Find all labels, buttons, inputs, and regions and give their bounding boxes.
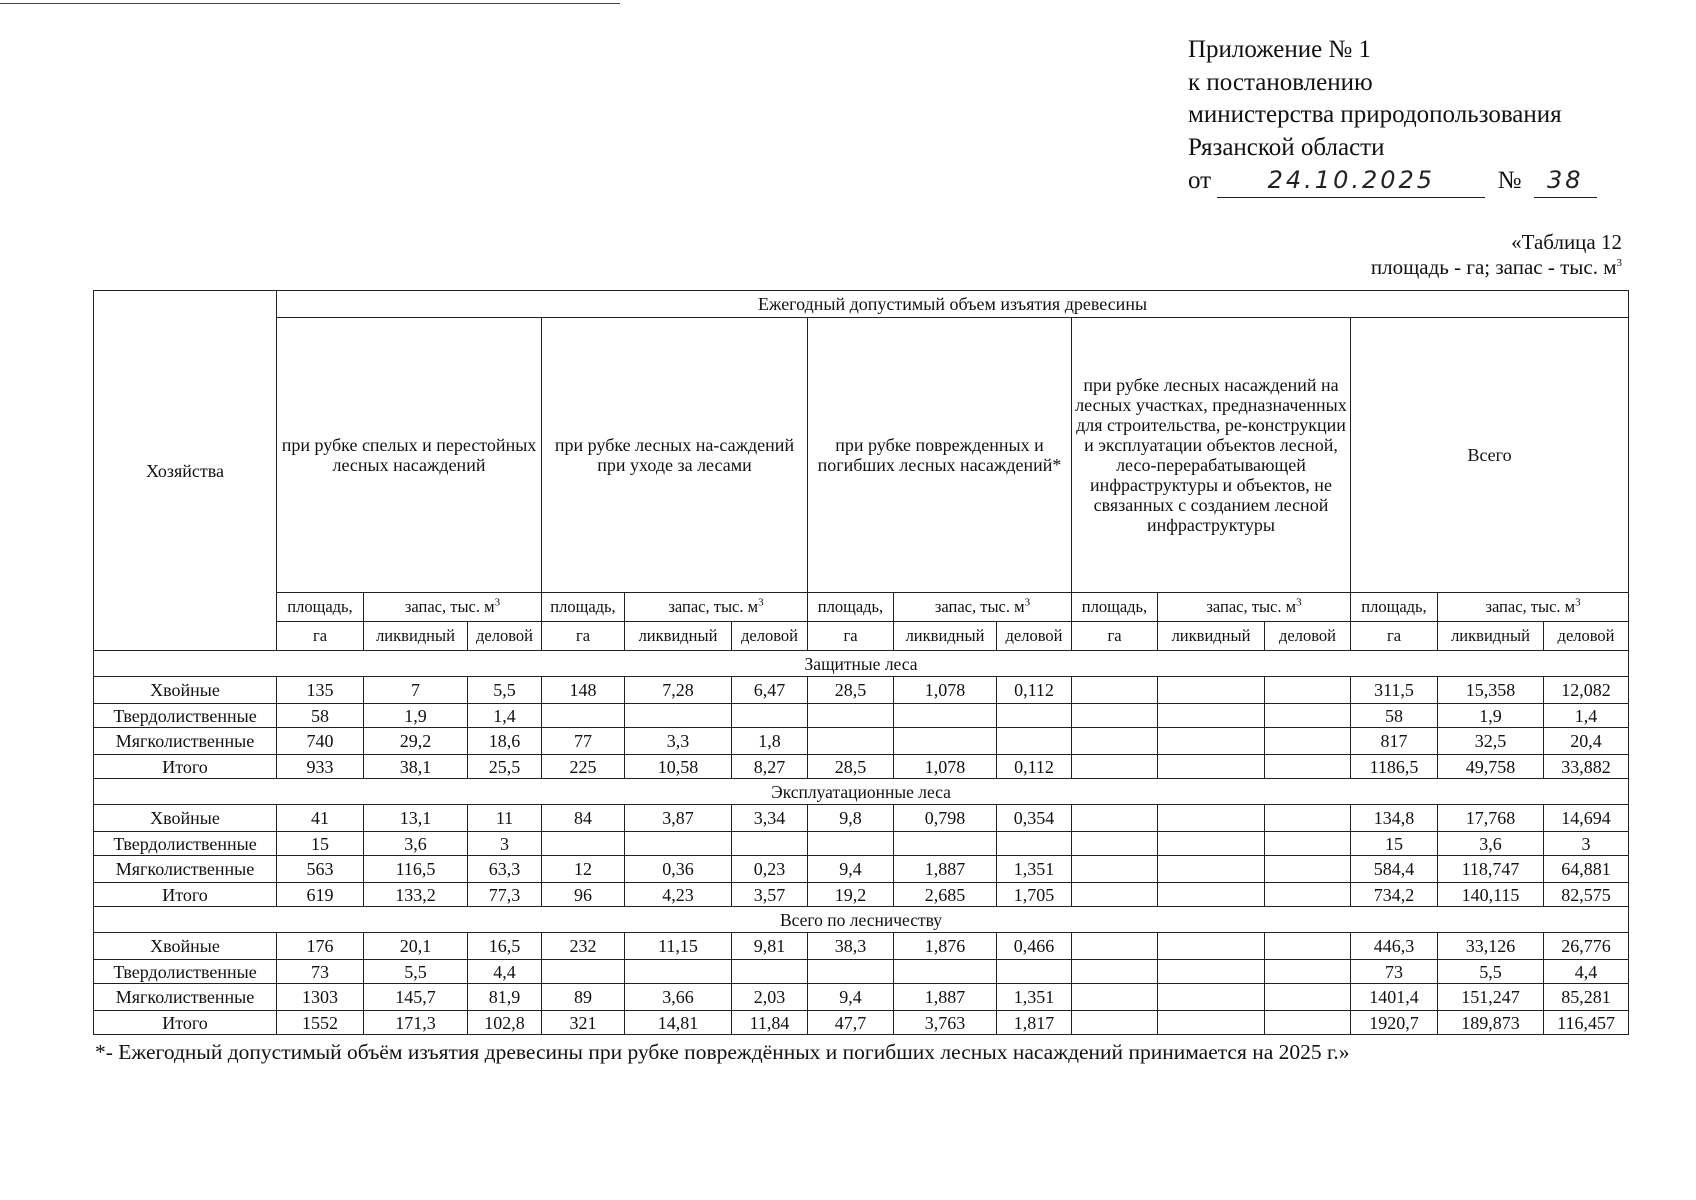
subheader-liquid: ликвидный [364, 622, 468, 651]
table-cell [894, 704, 997, 728]
group-header-thinning: при рубке лесных на-саждений при уходе за лесами [542, 318, 808, 593]
table-cell: 151,247 [1438, 984, 1544, 1011]
table-cell: 0,466 [997, 933, 1072, 960]
subheader-area: площадь, [1072, 593, 1158, 622]
table-cell: 84 [542, 805, 625, 832]
table-cell: 12 [542, 856, 625, 883]
table-cell: 189,873 [1438, 1011, 1544, 1035]
table-cell [1158, 704, 1265, 728]
row-name: Итого [94, 1011, 277, 1035]
table-cell [1158, 832, 1265, 856]
row-name: Хвойные [94, 933, 277, 960]
table-cell: 4,23 [625, 883, 732, 907]
units-superscript: 3 [1616, 257, 1622, 269]
table-cell: 96 [542, 883, 625, 907]
subheader-area-unit: га [542, 622, 625, 651]
table-cell: 145,7 [364, 984, 468, 1011]
table-cell [1265, 856, 1351, 883]
table-cell: 1,4 [1544, 704, 1629, 728]
subheader-stock-text: запас, тыс. м [1485, 597, 1576, 616]
subheader-business: деловой [1265, 622, 1351, 651]
table-cell [1265, 728, 1351, 755]
table-cell: 1,876 [894, 933, 997, 960]
header-line-region: Рязанской области [1188, 133, 1385, 161]
table-cell [1072, 704, 1158, 728]
table-units [1371, 255, 1622, 280]
table-cell [997, 704, 1072, 728]
group-header-mature: при рубке спелых и перестойных лесных насаждений [277, 318, 542, 593]
table-cell: 38,1 [364, 755, 468, 779]
table-cell: 0,354 [997, 805, 1072, 832]
table-cell [1265, 805, 1351, 832]
table-cell: 584,4 [1351, 856, 1438, 883]
table-cell [542, 832, 625, 856]
table-cell [808, 704, 894, 728]
table-cell: 13,1 [364, 805, 468, 832]
table-cell: 49,758 [1438, 755, 1544, 779]
table-cell [1072, 1011, 1158, 1035]
table-cell: 3,87 [625, 805, 732, 832]
table-cell [1158, 856, 1265, 883]
subheader-stock-text: запас, тыс. м [934, 597, 1025, 616]
table-cell [894, 832, 997, 856]
table-cell: 2,03 [732, 984, 808, 1011]
table-main-title: Ежегодный допустимый объем изъятия древесины [277, 291, 1629, 318]
subheader-stock-sup: 3 [1575, 596, 1581, 609]
table-cell: 6,47 [732, 677, 808, 704]
table-cell [1265, 984, 1351, 1011]
subheader-area: площадь, [808, 593, 894, 622]
subheader-area-unit: га [1072, 622, 1158, 651]
table-cell [1265, 832, 1351, 856]
table-cell: 7 [364, 677, 468, 704]
table-cell: 102,8 [468, 1011, 542, 1035]
table-cell [1072, 728, 1158, 755]
subheader-liquid: ликвидный [625, 622, 732, 651]
table-cell: 16,5 [468, 933, 542, 960]
table-cell [1072, 984, 1158, 1011]
subheader-liquid: ликвидный [1158, 622, 1265, 651]
table-cell: 25,5 [468, 755, 542, 779]
row-name: Хвойные [94, 677, 277, 704]
table-cell: 1,8 [732, 728, 808, 755]
table-cell [1158, 677, 1265, 704]
table-cell: 135 [277, 677, 364, 704]
table-cell: 9,81 [732, 933, 808, 960]
table-cell: 1,887 [894, 984, 997, 1011]
subheader-stock-sup: 3 [1296, 596, 1302, 609]
table-cell: 133,2 [364, 883, 468, 907]
table-cell: 817 [1351, 728, 1438, 755]
table-row [94, 805, 1629, 832]
table-cell: 1,078 [894, 755, 997, 779]
table-cell: 9,8 [808, 805, 894, 832]
table-cell: 15 [277, 832, 364, 856]
table-cell: 3,57 [732, 883, 808, 907]
table-cell: 14,81 [625, 1011, 732, 1035]
table-cell: 311,5 [1351, 677, 1438, 704]
date-prefix: от [1188, 167, 1212, 194]
table-cell: 3,763 [894, 1011, 997, 1035]
table-cell [1072, 960, 1158, 984]
table-cell [1265, 933, 1351, 960]
table-cell: 82,575 [1544, 883, 1629, 907]
header-line-ministry: министерства природопользования [1188, 101, 1562, 128]
table-cell [894, 728, 997, 755]
table-cell: 1,351 [997, 856, 1072, 883]
table-cell: 38,3 [808, 933, 894, 960]
table-cell: 20,4 [1544, 728, 1629, 755]
header-date-number-line [1188, 164, 1597, 198]
table-cell: 1401,4 [1351, 984, 1438, 1011]
subheader-stock-sup: 3 [758, 596, 764, 609]
section-title: Эксплуатационные леса [94, 779, 1629, 805]
subheader-business: деловой [1544, 622, 1629, 651]
table-cell: 58 [1351, 704, 1438, 728]
table-cell: 232 [542, 933, 625, 960]
table-row [94, 984, 1629, 1011]
units-text: площадь - га; запас - тыс. м [1370, 255, 1617, 279]
column-header-owner: Хозяйства [94, 291, 277, 651]
table-cell [1072, 677, 1158, 704]
table-cell [1158, 984, 1265, 1011]
table-cell: 734,2 [1351, 883, 1438, 907]
table-cell: 89 [542, 984, 625, 1011]
table-cell: 28,5 [808, 755, 894, 779]
table-cell: 116,5 [364, 856, 468, 883]
table-cell: 3 [468, 832, 542, 856]
table-cell: 58 [277, 704, 364, 728]
subheader-area-unit: га [1351, 622, 1438, 651]
number-prefix: № [1497, 167, 1522, 194]
table-cell: 73 [1351, 960, 1438, 984]
table-cell [542, 704, 625, 728]
table-cell: 3,34 [732, 805, 808, 832]
table-cell: 3,6 [364, 832, 468, 856]
table-cell [1072, 856, 1158, 883]
row-name: Итого [94, 755, 277, 779]
table-cell: 10,58 [625, 755, 732, 779]
table-cell [1158, 883, 1265, 907]
table-title: «Таблица 12 [1511, 230, 1622, 254]
table-cell: 15,358 [1438, 677, 1544, 704]
group-header-damaged: при рубке поврежденных и погибших лесных насаждений* [808, 318, 1072, 593]
table-cell [894, 960, 997, 984]
table-cell [1265, 883, 1351, 907]
table-cell: 1920,7 [1351, 1011, 1438, 1035]
table-cell: 0,112 [997, 677, 1072, 704]
table-cell: 64,881 [1544, 856, 1629, 883]
table-cell [1158, 1011, 1265, 1035]
table-cell: 1,817 [997, 1011, 1072, 1035]
table-cell: 26,776 [1544, 933, 1629, 960]
table-cell: 4,4 [468, 960, 542, 984]
table-cell: 9,4 [808, 856, 894, 883]
table-cell: 1,887 [894, 856, 997, 883]
subheader-liquid: ликвидный [1438, 622, 1544, 651]
table-cell: 33,126 [1438, 933, 1544, 960]
table-cell: 77,3 [468, 883, 542, 907]
table-cell [1072, 883, 1158, 907]
table-cell: 1552 [277, 1011, 364, 1035]
table-cell [732, 704, 808, 728]
table-cell: 19,2 [808, 883, 894, 907]
table-cell: 321 [542, 1011, 625, 1035]
table-cell [1265, 704, 1351, 728]
subheader-stock [894, 593, 1072, 622]
row-name: Мягколиственные [94, 984, 277, 1011]
table-row [94, 677, 1629, 704]
subheader-stock [1438, 593, 1629, 622]
row-name: Мягколиственные [94, 856, 277, 883]
document-header [1188, 34, 1597, 198]
table-cell: 5,5 [1438, 960, 1544, 984]
table-cell: 1,351 [997, 984, 1072, 1011]
table-cell: 4,4 [1544, 960, 1629, 984]
table-cell: 1,9 [364, 704, 468, 728]
table-cell [808, 728, 894, 755]
table-cell [625, 960, 732, 984]
subheader-stock-text: запас, тыс. м [1206, 597, 1297, 616]
table-cell: 176 [277, 933, 364, 960]
table-cell: 32,5 [1438, 728, 1544, 755]
row-name: Мягколиственные [94, 728, 277, 755]
table-cell: 11 [468, 805, 542, 832]
subheader-stock-text: запас, тыс. м [668, 597, 759, 616]
table-cell: 1,4 [468, 704, 542, 728]
table-cell: 12,082 [1544, 677, 1629, 704]
table-cell: 11,84 [732, 1011, 808, 1035]
table-cell: 33,882 [1544, 755, 1629, 779]
subheader-stock [625, 593, 808, 622]
table-row [94, 960, 1629, 984]
subheader-area: площадь, [1351, 593, 1438, 622]
table-cell [1158, 933, 1265, 960]
row-name: Твердолиственные [94, 704, 277, 728]
subheader-area-unit: га [808, 622, 894, 651]
table-cell [1158, 728, 1265, 755]
table-cell: 740 [277, 728, 364, 755]
table-cell: 8,27 [732, 755, 808, 779]
subheader-business: деловой [997, 622, 1072, 651]
table-cell [1072, 933, 1158, 960]
row-name: Хвойные [94, 805, 277, 832]
table-cell [1265, 1011, 1351, 1035]
table-row [94, 856, 1629, 883]
table-cell [1265, 960, 1351, 984]
table-cell: 63,3 [468, 856, 542, 883]
section-row [94, 907, 1629, 933]
table-cell: 2,685 [894, 883, 997, 907]
table-cell: 118,747 [1438, 856, 1544, 883]
table-cell: 29,2 [364, 728, 468, 755]
section-title: Всего по лесничеству [94, 907, 1629, 933]
table-cell: 5,5 [468, 677, 542, 704]
table-row [94, 832, 1629, 856]
table-cell: 1303 [277, 984, 364, 1011]
table-row [94, 728, 1629, 755]
table-cell: 1,705 [997, 883, 1072, 907]
table-cell: 41 [277, 805, 364, 832]
table-cell [997, 832, 1072, 856]
table-cell [1158, 755, 1265, 779]
handwritten-number: 38 [1534, 164, 1597, 198]
table-cell: 171,3 [364, 1011, 468, 1035]
table-cell: 1,078 [894, 677, 997, 704]
table-cell: 85,281 [1544, 984, 1629, 1011]
table-cell: 28,5 [808, 677, 894, 704]
table-cell: 0,36 [625, 856, 732, 883]
table-cell [997, 728, 1072, 755]
row-name: Твердолиственные [94, 832, 277, 856]
section-title: Защитные леса [94, 651, 1629, 677]
table-cell: 134,8 [1351, 805, 1438, 832]
handwritten-date: 24.10.2025 [1217, 164, 1485, 198]
table-cell: 18,6 [468, 728, 542, 755]
table-cell: 148 [542, 677, 625, 704]
table-cell: 77 [542, 728, 625, 755]
table-cell: 3 [1544, 832, 1629, 856]
table-cell [1072, 805, 1158, 832]
table-cell [808, 960, 894, 984]
table-cell [1158, 960, 1265, 984]
table-cell: 3,3 [625, 728, 732, 755]
table-cell [732, 832, 808, 856]
table-cell [625, 704, 732, 728]
table-cell: 116,457 [1544, 1011, 1629, 1035]
timber-volume-table [93, 290, 1629, 1035]
table-caption [1371, 230, 1622, 280]
table-cell: 47,7 [808, 1011, 894, 1035]
subheader-liquid: ликвидный [894, 622, 997, 651]
table-row [94, 1011, 1629, 1035]
table-row [94, 704, 1629, 728]
table-cell [1072, 832, 1158, 856]
subheader-area: площадь, [277, 593, 364, 622]
table-cell [808, 832, 894, 856]
subheader-area: площадь, [542, 593, 625, 622]
top-rule [0, 3, 620, 4]
table-cell: 619 [277, 883, 364, 907]
table-cell: 15 [1351, 832, 1438, 856]
table-cell: 20,1 [364, 933, 468, 960]
section-row [94, 779, 1629, 805]
table-cell [1072, 755, 1158, 779]
section-row [94, 651, 1629, 677]
table-cell [1265, 755, 1351, 779]
subheader-business: деловой [468, 622, 542, 651]
table-cell: 1186,5 [1351, 755, 1438, 779]
table-cell [1265, 677, 1351, 704]
table-cell [1158, 805, 1265, 832]
table-cell: 563 [277, 856, 364, 883]
table-row [94, 883, 1629, 907]
table-cell: 933 [277, 755, 364, 779]
table-cell: 140,115 [1438, 883, 1544, 907]
group-header-construction: при рубке лесных насаждений на лесных участках, предназначенных для строительства, ре-конструкции и эксплуатации объектов лесной, лесо-перерабатывающей инфраструктуры и объектов, не связанных с созданием лесной инфраструктуры [1072, 318, 1351, 593]
table-cell: 0,798 [894, 805, 997, 832]
header-line-appendix: Приложение № 1 [1188, 36, 1372, 63]
table-cell: 11,15 [625, 933, 732, 960]
table-cell: 3,6 [1438, 832, 1544, 856]
subheader-business: деловой [732, 622, 808, 651]
table-cell: 9,4 [808, 984, 894, 1011]
table-cell: 3,66 [625, 984, 732, 1011]
subheader-area-unit: га [277, 622, 364, 651]
table-cell [625, 832, 732, 856]
group-header-total: Всего [1351, 318, 1629, 593]
table-cell: 17,768 [1438, 805, 1544, 832]
subheader-stock [1158, 593, 1351, 622]
subheader-stock [364, 593, 542, 622]
table-cell [997, 960, 1072, 984]
header-line-resolution: к постановлению [1188, 68, 1373, 96]
subheader-stock-sup: 3 [494, 596, 501, 609]
table-row [94, 755, 1629, 779]
table-cell: 0,23 [732, 856, 808, 883]
table-cell: 5,5 [364, 960, 468, 984]
table-cell [732, 960, 808, 984]
table-cell: 0,112 [997, 755, 1072, 779]
subheader-stock-text: запас, тыс. м [404, 597, 495, 616]
table-cell: 225 [542, 755, 625, 779]
table-cell: 1,9 [1438, 704, 1544, 728]
table-cell: 81,9 [468, 984, 542, 1011]
table-cell [542, 960, 625, 984]
row-name: Итого [94, 883, 277, 907]
row-name: Твердолиственные [94, 960, 277, 984]
table-cell: 73 [277, 960, 364, 984]
table-cell: 14,694 [1544, 805, 1629, 832]
subheader-stock-sup: 3 [1024, 596, 1031, 609]
footnote: *- Ежегодный допустимый объём изъятия древесины при рубке повреждённых и погибших лесных насаждений принимается на 2025 г.» [95, 1040, 1350, 1064]
table-cell: 7,28 [625, 677, 732, 704]
table-row [94, 933, 1629, 960]
table-cell: 446,3 [1351, 933, 1438, 960]
